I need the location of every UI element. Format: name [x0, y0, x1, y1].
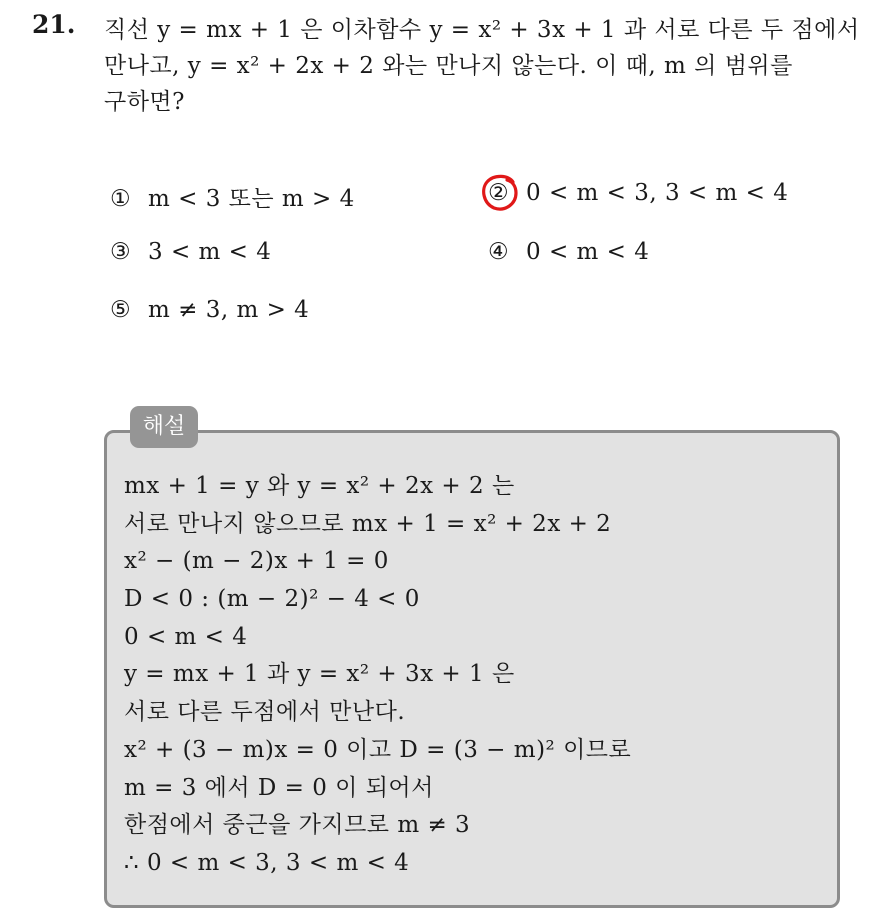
choice-number: ⑤	[110, 297, 132, 323]
solution-line: mx + 1 = y 와 y = x² + 2x + 2 는	[124, 473, 515, 499]
choice-1[interactable]	[110, 180, 355, 213]
choice-text: 3 < m < 4	[148, 239, 272, 265]
question-line: 구하면?	[104, 89, 185, 115]
solution-tab: 해설	[130, 406, 198, 448]
question-text	[104, 12, 864, 120]
choice-number: ③	[110, 239, 132, 265]
choice-text: m ≠ 3, m > 4	[148, 297, 310, 323]
choice-text: m < 3 또는 m > 4	[148, 186, 355, 212]
question-line: 직선 y = mx + 1 은 이차함수 y = x² + 3x + 1 과 서로 다른 두 점에서	[104, 17, 860, 43]
choice-5[interactable]	[110, 297, 309, 323]
solution-content	[124, 468, 631, 883]
choice-text: 0 < m < 3, 3 < m < 4	[526, 180, 789, 206]
solution-line: 0 < m < 4	[124, 623, 248, 650]
solution-line: y = mx + 1 과 y = x² + 3x + 1 은	[124, 661, 515, 688]
solution-line: m = 3 에서 D = 0 이 되어서	[124, 774, 434, 801]
question-number: 21.	[32, 10, 76, 39]
solution-line: ∴ 0 < m < 3, 3 < m < 4	[124, 849, 410, 876]
question-line: 만나고, y = x² + 2x + 2 와는 만나지 않는다. 이 때, m 의 범위를	[104, 53, 793, 79]
choice-text: 0 < m < 4	[526, 239, 650, 265]
solution-line: x² − (m − 2)x + 1 = 0	[124, 548, 389, 575]
solution-line: x² + (3 − m)x = 0 이고 D = (3 − m)² 이므로	[124, 736, 632, 763]
choice-number: ④	[488, 239, 510, 265]
choice-number: ②	[488, 180, 510, 206]
answer-circle-mark	[480, 172, 520, 212]
choice-3[interactable]	[110, 239, 271, 265]
choice-number: ①	[110, 186, 132, 212]
choice-4[interactable]	[488, 239, 649, 265]
choice-2[interactable]	[488, 180, 788, 206]
solution-line: D < 0 : (m − 2)² − 4 < 0	[124, 586, 420, 613]
solution-line: 한점에서 중근을 가지므로 m ≠ 3	[124, 812, 471, 839]
solution-line: 서로 만나지 않으므로 mx + 1 = x² + 2x + 2	[124, 510, 612, 537]
solution-line: 서로 다른 두점에서 만난다.	[124, 699, 406, 726]
